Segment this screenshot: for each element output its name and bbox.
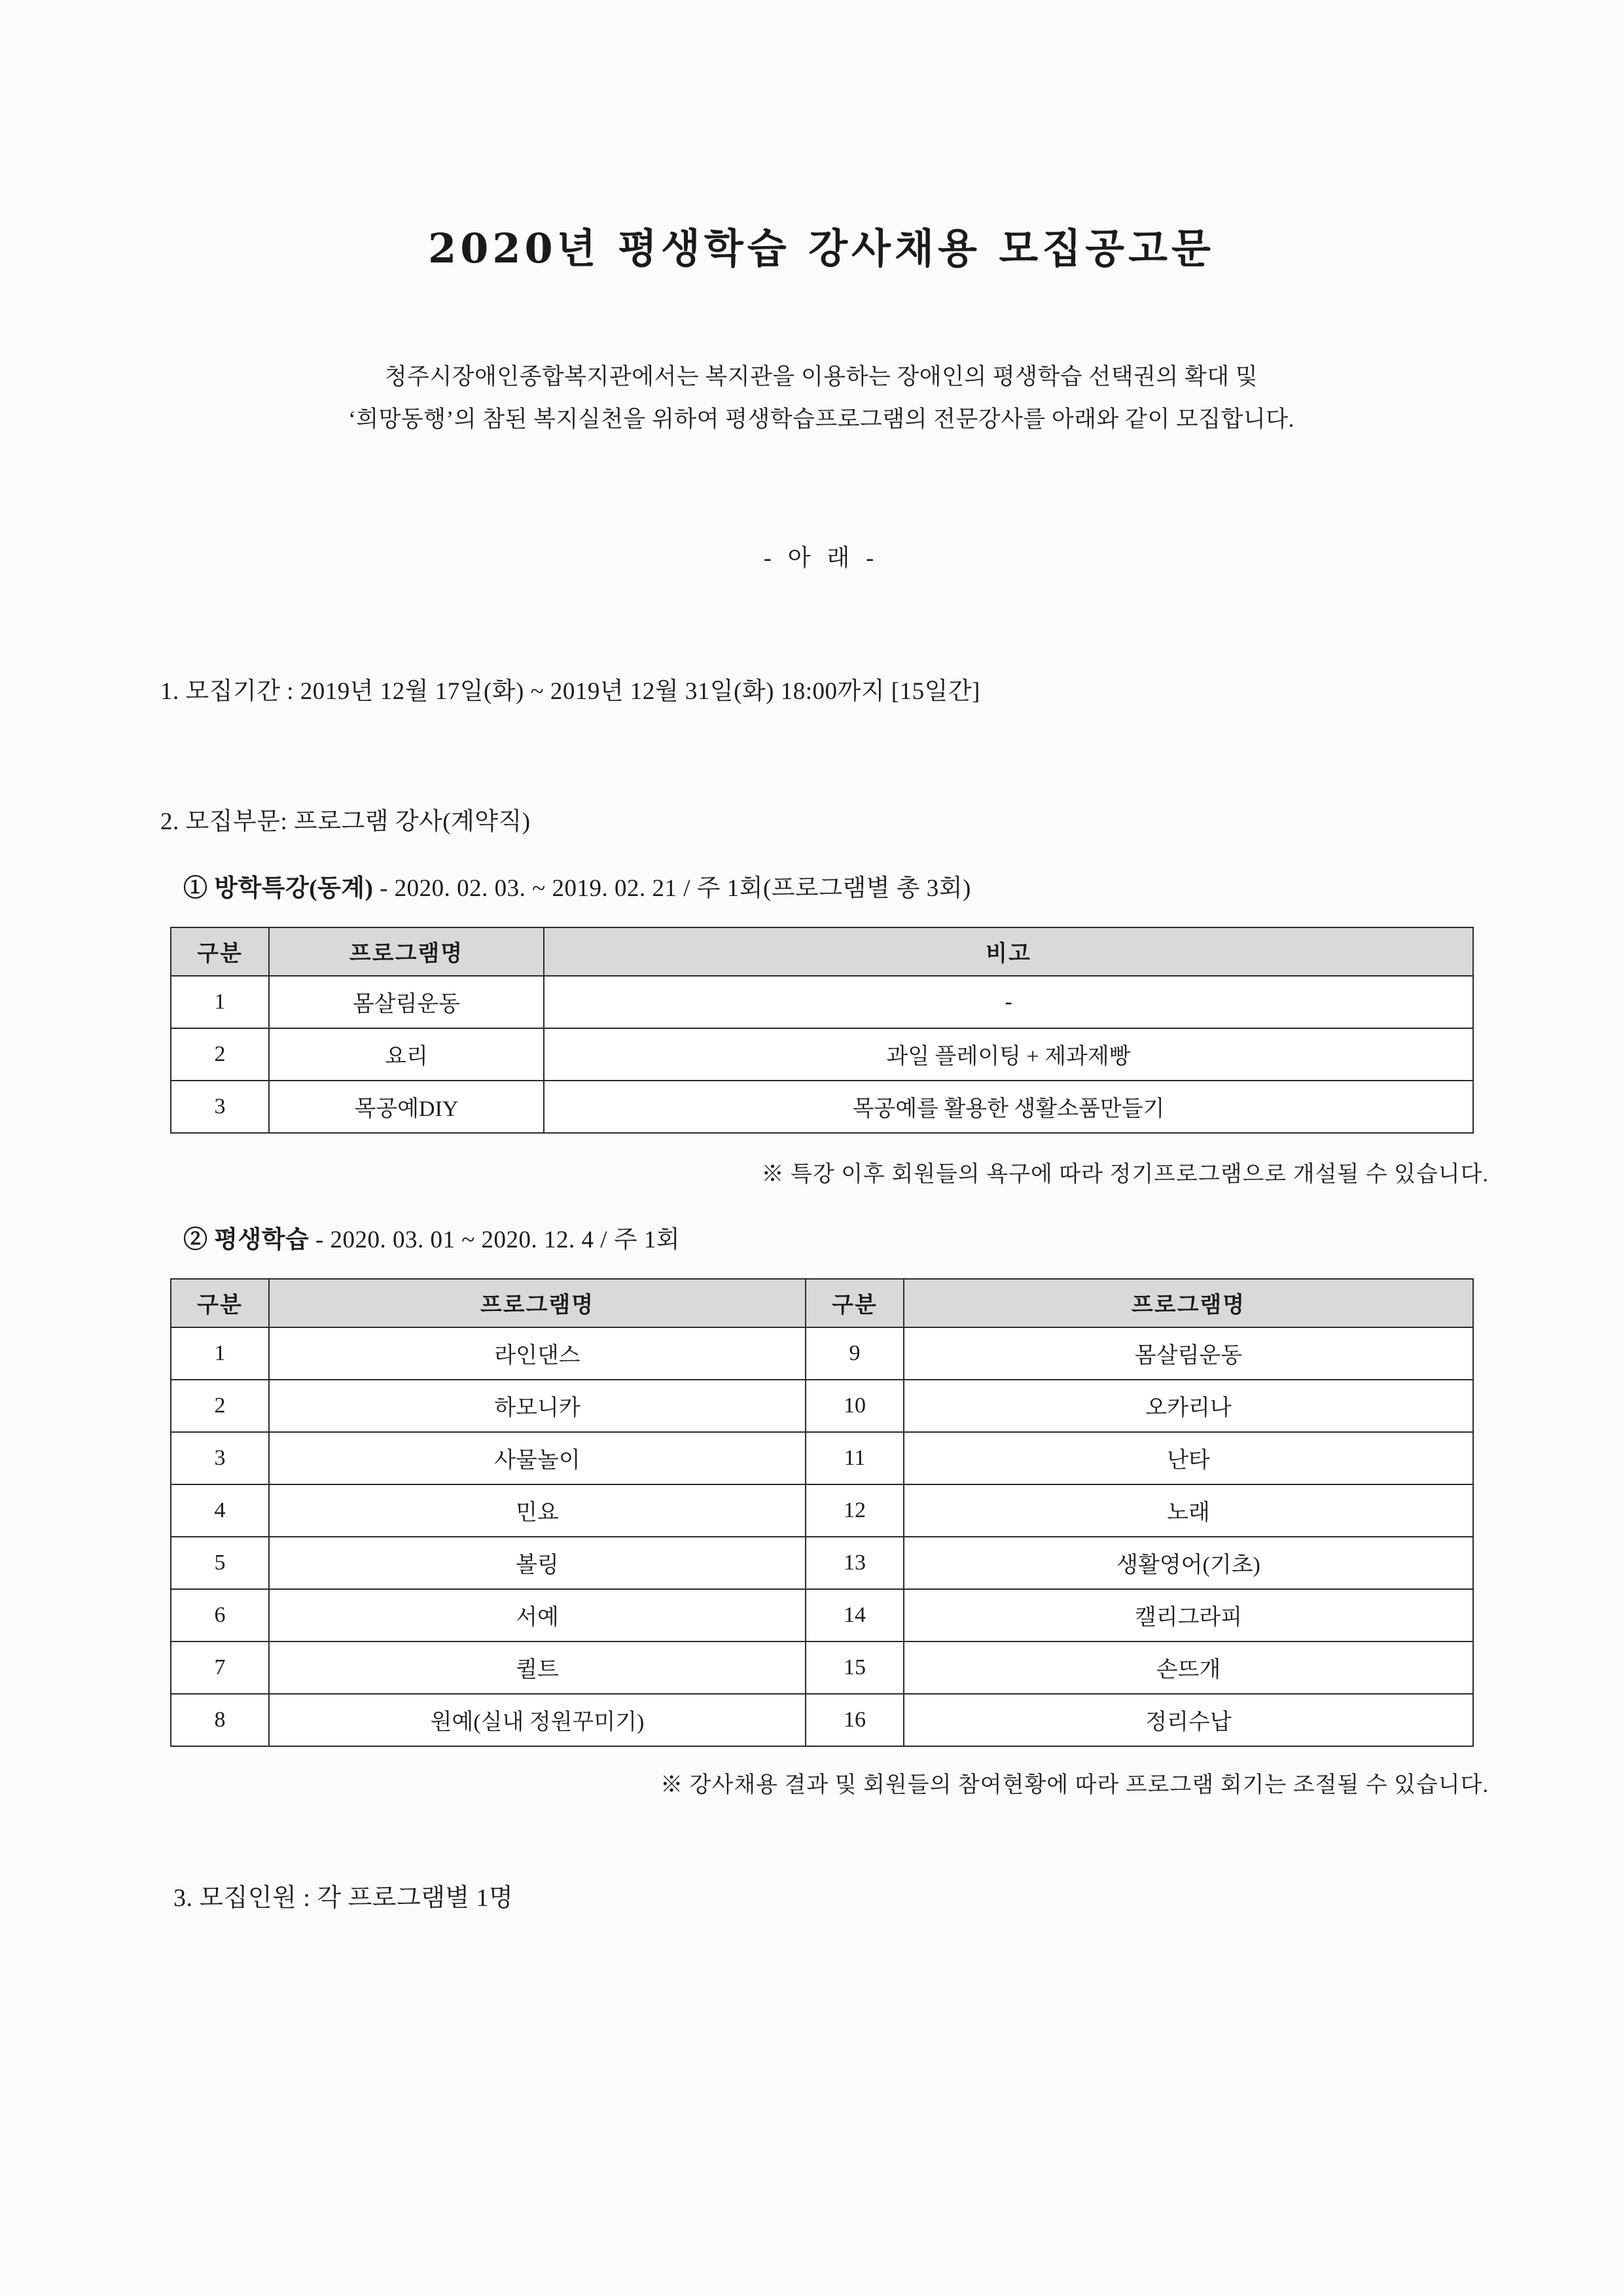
table-cell: 7 [171,1641,269,1694]
table-cell: 서예 [269,1589,806,1641]
note-lifelong-learning: ※ 강사채용 결과 및 회원들의 참여현황에 따라 프로그램 회기는 조절될 수 있습니다. [660,1772,1489,1797]
section-recruitment-field: 2. 모집부문: 프로그램 강사(계약직) [160,808,531,835]
table-cell: 캘리그라피 [904,1589,1473,1641]
table-row [171,976,1473,1028]
section-recruitment-count: 3. 모집인원 : 각 프로그램별 1명 [173,1884,514,1912]
table-header-cell: 구분 [171,927,269,976]
table-cell: 손뜨개 [904,1641,1473,1694]
note-winter-special: ※ 특강 이후 회원들의 욕구에 따라 정기프로그램으로 개설될 수 있습니다. [761,1162,1489,1187]
table-cell: 12 [806,1484,904,1537]
table-row [171,1327,1473,1380]
table-cell: 노래 [904,1484,1473,1537]
table-row [171,1432,1473,1484]
subheading-winter-special-bold: ① 방학특강(동계) [183,874,374,902]
table-cell: 과일 플레이팅 + 제과제빵 [544,1028,1473,1081]
table-cell: 퀼트 [269,1641,806,1694]
table-header-cell: 구분 [171,1279,269,1327]
table-cell: 16 [806,1694,904,1746]
intro-line-2: ‘희망동행’의 참된 복지실천을 위하여 평생학습프로그램의 전문강사를 아래와 같이 모집합니다. [348,406,1294,432]
table-cell: 3 [171,1432,269,1484]
subheading-lifelong-learning-plain: - 2020. 03. 01 ~ 2020. 12. 4 / 주 1회 [309,1226,681,1253]
table-cell: 생활영어(기초) [904,1537,1473,1589]
table-row [171,1380,1473,1432]
table-cell: 10 [806,1380,904,1432]
table-winter-special [170,927,1474,1134]
table-cell: 5 [171,1537,269,1589]
table-cell: 정리수납 [904,1694,1473,1746]
subheading-winter-special [147,868,1495,903]
page-title: 2020년 평생학습 강사채용 모집공고문 [428,224,1215,272]
table-cell: 오카리나 [904,1380,1473,1432]
table-cell: 원예(실내 정원꾸미기) [269,1694,806,1746]
table-cell: 13 [806,1537,904,1589]
table-cell: 라인댄스 [269,1327,806,1380]
table-cell: 9 [806,1327,904,1380]
table-cell: 사물놀이 [269,1432,806,1484]
table-header-row [171,927,1473,976]
document-body [147,216,1495,1913]
table-cell: 난타 [904,1432,1473,1484]
table-cell: 요리 [269,1028,544,1081]
table-cell: 11 [806,1432,904,1484]
table-cell: 민요 [269,1484,806,1537]
table-header-row [171,1279,1473,1327]
table-cell: 몸살림운동 [269,976,544,1028]
table-row [171,1081,1473,1133]
subheading-winter-special-plain: - 2020. 02. 03. ~ 2019. 02. 21 / 주 1회(프로그램별 총 3회) [373,874,971,902]
table-lifelong-learning [170,1278,1474,1747]
table-cell: 3 [171,1081,269,1133]
table-cell: 2 [171,1028,269,1081]
table-cell: 2 [171,1380,269,1432]
table-header-cell: 프로그램명 [269,1279,806,1327]
subheading-lifelong-learning [147,1219,1495,1255]
table-row [171,1537,1473,1589]
table-row [171,1484,1473,1537]
table-row [171,1028,1473,1081]
table-cell: 8 [171,1694,269,1746]
table-cell: 14 [806,1589,904,1641]
table-cell: 목공예를 활용한 생활소품만들기 [544,1081,1473,1133]
subheading-lifelong-learning-bold: ② 평생학습 [183,1226,310,1253]
table-cell: 15 [806,1641,904,1694]
table-header-cell: 구분 [806,1279,904,1327]
below-marker: - 아 래 - [763,544,880,571]
table-header-cell: 프로그램명 [269,927,544,976]
table-row [171,1641,1473,1694]
table-cell: 하모니카 [269,1380,806,1432]
table-cell: 4 [171,1484,269,1537]
table-cell: - [544,976,1473,1028]
table-cell: 1 [171,1327,269,1380]
intro-paragraph [147,356,1495,441]
table-cell: 1 [171,976,269,1028]
table-cell: 6 [171,1589,269,1641]
table-row [171,1589,1473,1641]
intro-line-1: 청주시장애인종합복지관에서는 복지관을 이용하는 장애인의 평생학습 선택권의 확대 및 [384,364,1258,389]
table-header-cell: 프로그램명 [904,1279,1473,1327]
section-recruitment-period: 1. 모집기간 : 2019년 12월 17일(화) ~ 2019년 12월 31일(화) 18:00까지 [15일간] [160,677,980,705]
table-row [171,1694,1473,1746]
table-header-cell: 비고 [544,927,1473,976]
table-cell: 몸살림운동 [904,1327,1473,1380]
table-cell: 목공예DIY [269,1081,544,1133]
table-cell: 볼링 [269,1537,806,1589]
